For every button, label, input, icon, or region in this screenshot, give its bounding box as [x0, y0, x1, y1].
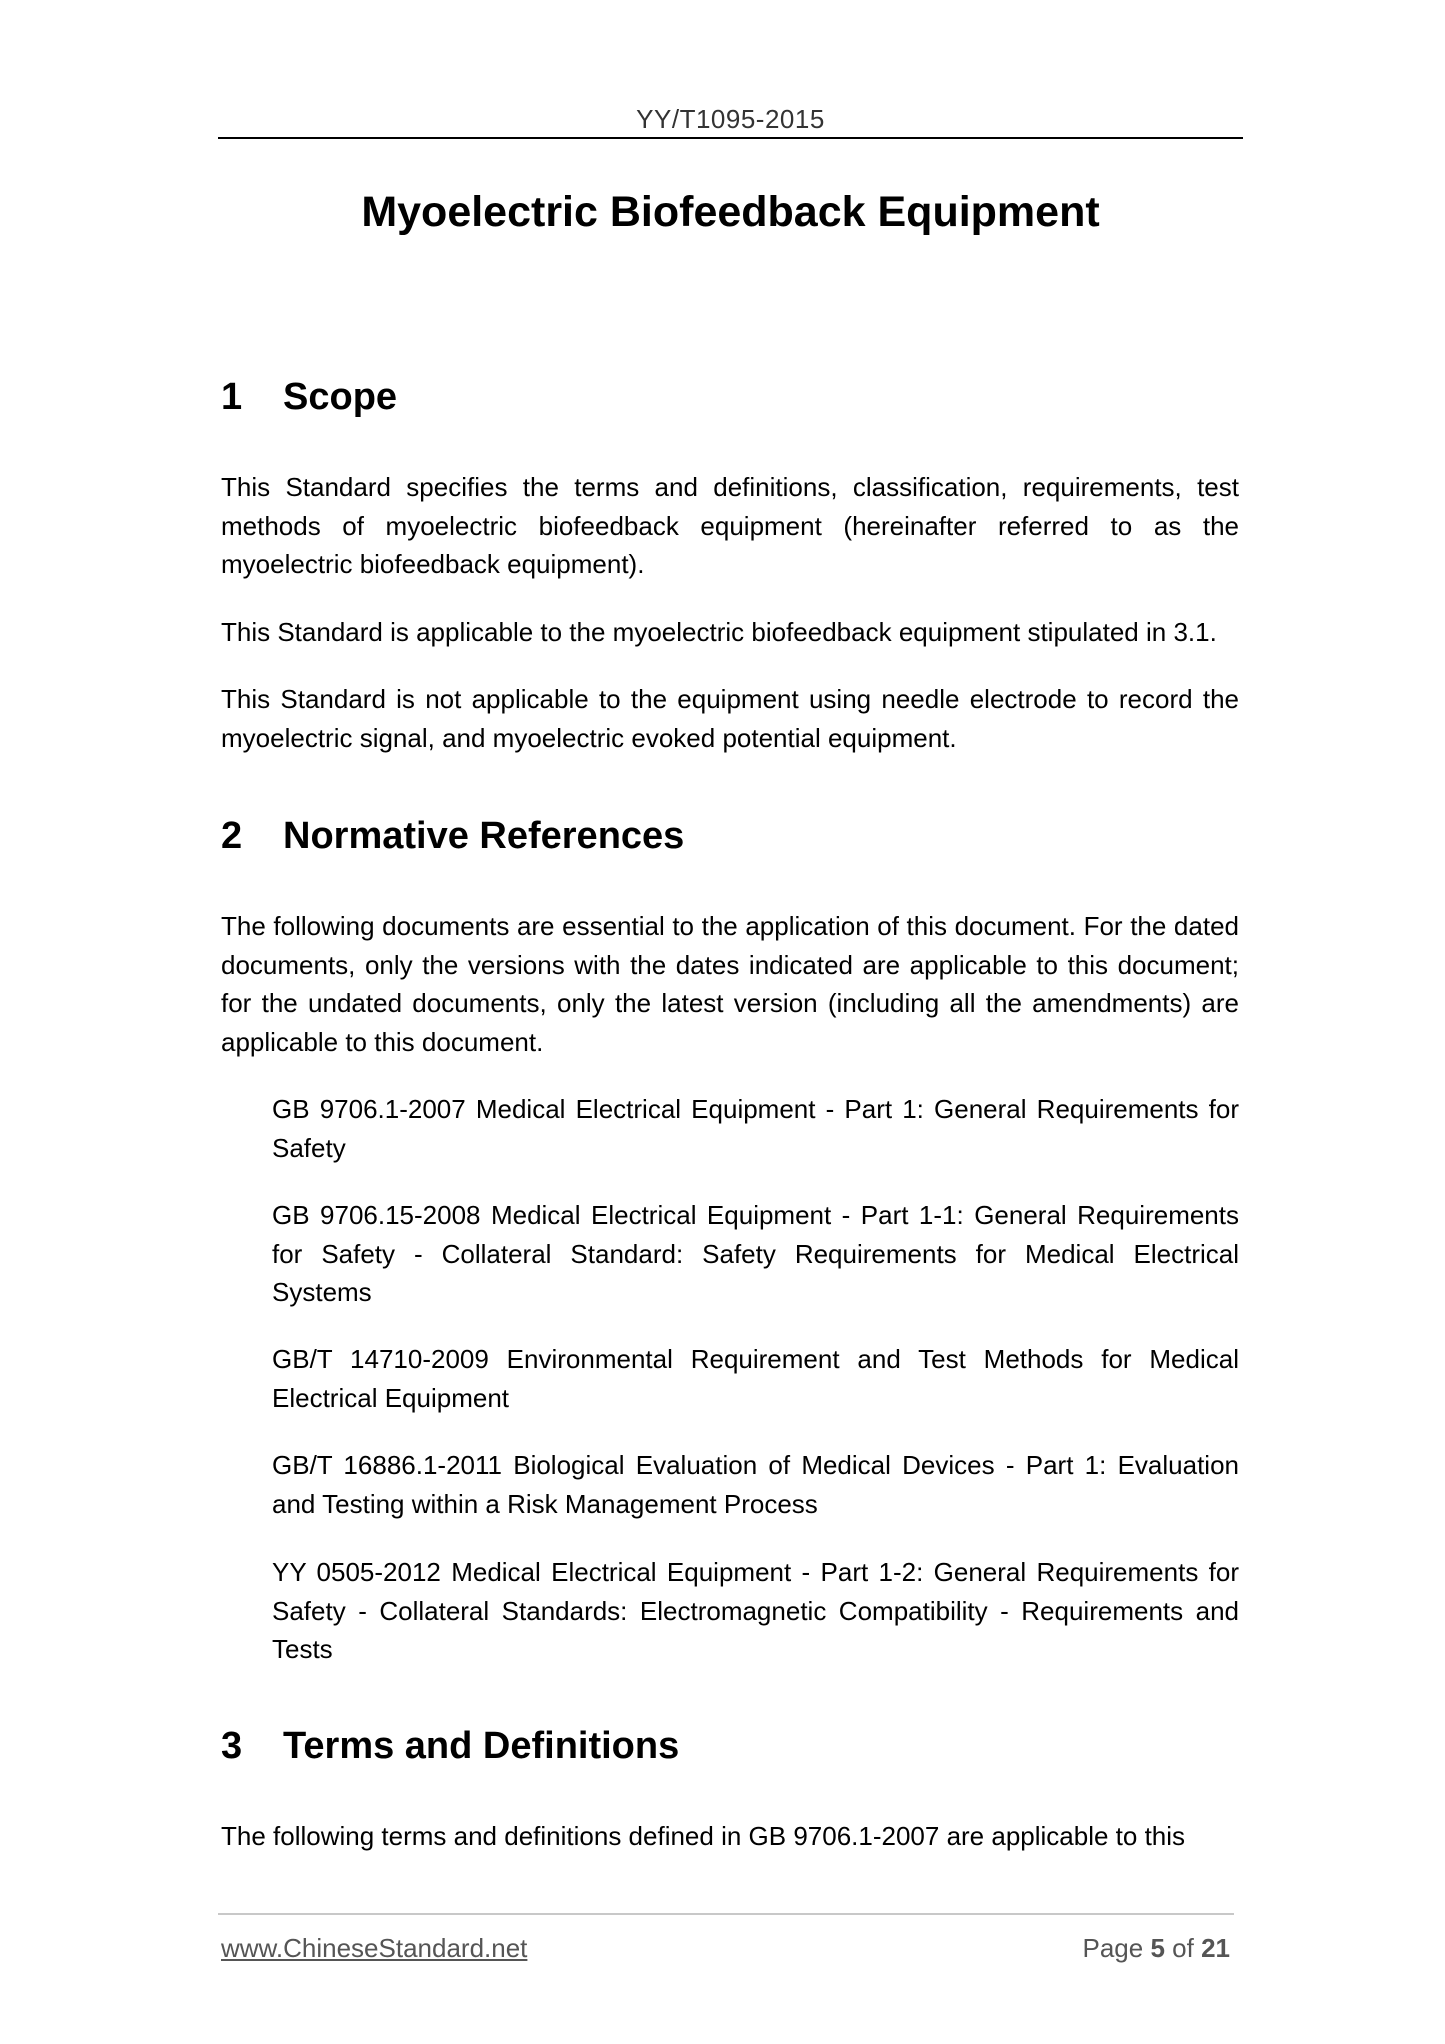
header-divider [218, 137, 1243, 139]
footer-website-link[interactable]: www.ChineseStandard.net [221, 1933, 528, 1963]
section-number: 1 [221, 376, 243, 418]
terms-paragraph: The following terms and definitions defined in GB 9706.1-2007 are applicable to this [221, 1821, 1186, 1851]
reference-item: GB 9706.15-2008 Medical Electrical Equipment - Part 1-1: General Requirements for Safety - Collateral Standard: Safety Requirements for Medical Electrical Systems [272, 1200, 1239, 1307]
section-number: 3 [221, 1725, 243, 1767]
section-title: Normative References [283, 815, 685, 857]
section-heading-normative-references [221, 815, 684, 858]
scope-paragraph: This Standard specifies the terms and definitions, classification, requirements, test methods of myoelectric biofeedback equipment (hereinafter referred to as the myoelectric biofeedback equipment). [221, 472, 1239, 579]
page-total: 21 [1201, 1933, 1230, 1963]
section-title: Terms and Definitions [283, 1725, 680, 1767]
page-of-label: of [1172, 1933, 1194, 1963]
document-title: Myoelectric Biofeedback Equipment [361, 188, 1100, 236]
scope-paragraph: This Standard is not applicable to the equipment using needle electrode to record the myoelectric signal, and myoelectric evoked potential equipment. [221, 684, 1239, 753]
footer-divider [218, 1913, 1234, 1915]
section-heading-scope [221, 376, 397, 419]
scope-paragraph: This Standard is applicable to the myoelectric biofeedback equipment stipulated in 3.1. [221, 617, 1217, 647]
section-title: Scope [283, 376, 398, 418]
page-label: Page [1082, 1933, 1144, 1963]
reference-item: YY 0505-2012 Medical Electrical Equipment - Part 1-2: General Requirements for Safety - Collateral Standards: Electromagnetic Compatibility - Requirements and Tests [272, 1557, 1239, 1664]
page-current: 5 [1150, 1933, 1165, 1963]
section-number: 2 [221, 815, 243, 857]
header-standard-code: YY/T1095-2015 [636, 104, 825, 134]
footer-page-number [1082, 1933, 1230, 1964]
section-heading-terms-definitions [221, 1725, 679, 1768]
reference-item: GB/T 16886.1-2011 Biological Evaluation of Medical Devices - Part 1: Evaluation and Testing within a Risk Management Process [272, 1450, 1239, 1519]
reference-item: GB/T 14710-2009 Environmental Requirement and Test Methods for Medical Electrical Equipment [272, 1344, 1239, 1413]
reference-item: GB 9706.1-2007 Medical Electrical Equipment - Part 1: General Requirements for Safety [272, 1094, 1239, 1163]
references-intro-paragraph: The following documents are essential to the application of this document. For the dated documents, only the versions with the dates indicated are applicable to this document; for the undated documents, only the latest version (including all the amendments) are applicable to this document. [221, 911, 1239, 1057]
